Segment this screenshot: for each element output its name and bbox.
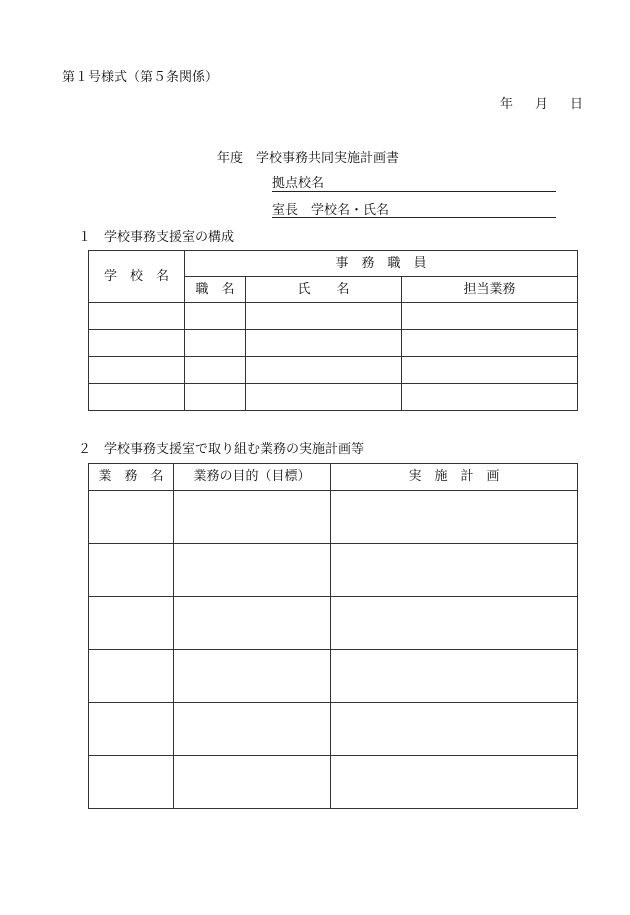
cell-name[interactable] bbox=[246, 330, 402, 357]
cell-purpose[interactable] bbox=[174, 544, 331, 597]
office-composition-table bbox=[88, 250, 578, 411]
cell-name[interactable] bbox=[246, 384, 402, 411]
date-month-label: 月 bbox=[535, 97, 549, 112]
cell-purpose[interactable] bbox=[174, 491, 331, 544]
section1-heading: １ 学校事務支援室の構成 bbox=[78, 230, 235, 245]
office-head-label: 室長 学校名・氏名 bbox=[272, 203, 390, 218]
cell-task[interactable] bbox=[89, 491, 174, 544]
table-row bbox=[89, 756, 578, 809]
header-position: 職 名 bbox=[185, 277, 246, 303]
table-row bbox=[89, 650, 578, 703]
cell-task[interactable] bbox=[89, 544, 174, 597]
table-row bbox=[89, 357, 578, 384]
cell-task[interactable] bbox=[89, 756, 174, 809]
header-purpose: 業務の目的（目標） bbox=[174, 464, 331, 491]
cell-duty[interactable] bbox=[402, 357, 578, 384]
cell-school[interactable] bbox=[89, 303, 185, 330]
cell-duty[interactable] bbox=[402, 303, 578, 330]
cell-name[interactable] bbox=[246, 357, 402, 384]
cell-duty[interactable] bbox=[402, 330, 578, 357]
table-row bbox=[89, 491, 578, 544]
cell-duty[interactable] bbox=[402, 384, 578, 411]
document-title: 年度 学校事務共同実施計画書 bbox=[217, 151, 400, 166]
cell-position[interactable] bbox=[185, 330, 246, 357]
base-school-field[interactable] bbox=[272, 191, 556, 192]
cell-name[interactable] bbox=[246, 303, 402, 330]
cell-task[interactable] bbox=[89, 650, 174, 703]
date-line bbox=[500, 97, 583, 113]
header-school-name: 学 校 名 bbox=[89, 251, 185, 303]
cell-plan[interactable] bbox=[331, 544, 578, 597]
table-row bbox=[89, 384, 578, 411]
table-row bbox=[89, 303, 578, 330]
cell-purpose[interactable] bbox=[174, 703, 331, 756]
cell-plan[interactable] bbox=[331, 491, 578, 544]
header-name: 氏 名 bbox=[246, 277, 402, 303]
table-row bbox=[89, 330, 578, 357]
cell-position[interactable] bbox=[185, 303, 246, 330]
table-row bbox=[89, 597, 578, 650]
office-head-field[interactable] bbox=[272, 217, 556, 218]
cell-task[interactable] bbox=[89, 703, 174, 756]
base-school-label: 拠点校名 bbox=[272, 176, 325, 191]
cell-plan[interactable] bbox=[331, 650, 578, 703]
cell-position[interactable] bbox=[185, 357, 246, 384]
table-row bbox=[89, 544, 578, 597]
cell-purpose[interactable] bbox=[174, 597, 331, 650]
date-year-label: 年 bbox=[500, 97, 514, 112]
header-task-name: 業 務 名 bbox=[89, 464, 174, 491]
date-day-label: 日 bbox=[570, 97, 584, 112]
task-plan-table bbox=[88, 463, 578, 809]
cell-school[interactable] bbox=[89, 357, 185, 384]
cell-purpose[interactable] bbox=[174, 756, 331, 809]
form-number: 第１号様式（第５条関係） bbox=[62, 70, 219, 85]
cell-school[interactable] bbox=[89, 384, 185, 411]
cell-plan[interactable] bbox=[331, 756, 578, 809]
cell-school[interactable] bbox=[89, 330, 185, 357]
table-row bbox=[89, 703, 578, 756]
cell-plan[interactable] bbox=[331, 597, 578, 650]
header-clerical-staff: 事 務 職 員 bbox=[185, 251, 578, 277]
header-duty: 担当業務 bbox=[402, 277, 578, 303]
cell-position[interactable] bbox=[185, 384, 246, 411]
cell-purpose[interactable] bbox=[174, 650, 331, 703]
header-plan: 実 施 計 画 bbox=[331, 464, 578, 491]
section2-heading: ２ 学校事務支援室で取り組む業務の実施計画等 bbox=[78, 442, 365, 457]
cell-plan[interactable] bbox=[331, 703, 578, 756]
cell-task[interactable] bbox=[89, 597, 174, 650]
